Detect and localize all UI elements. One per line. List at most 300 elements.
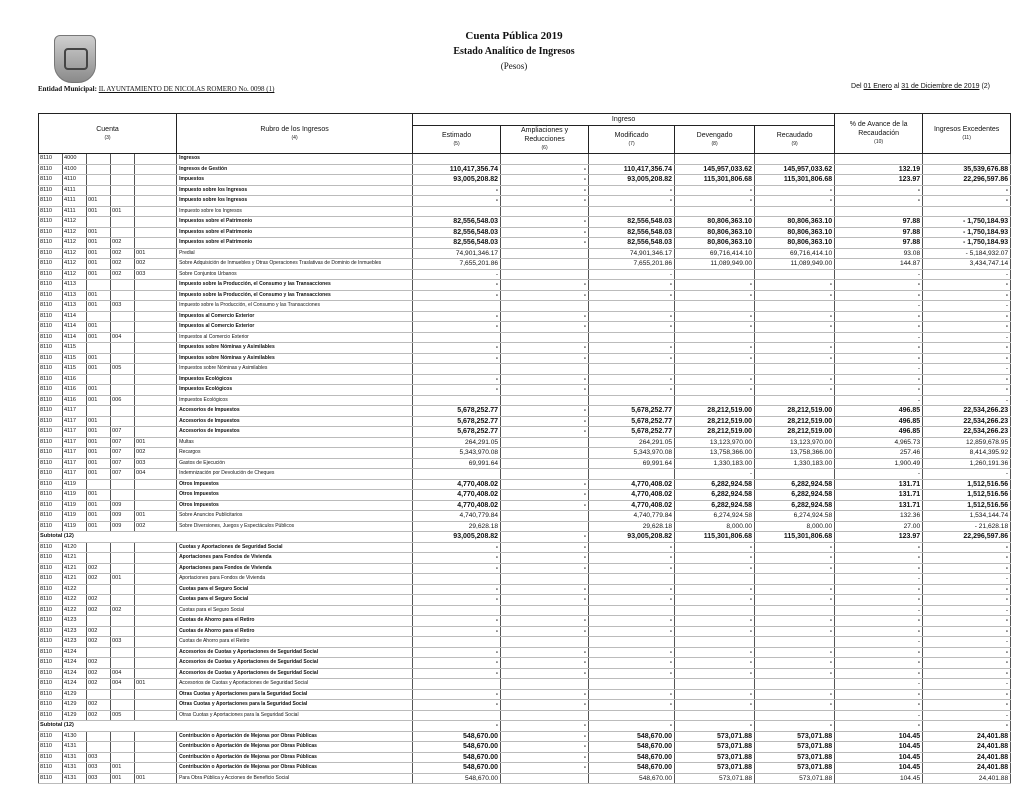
avance-cell: 104.45 — [835, 773, 923, 784]
recaudado-cell — [755, 679, 835, 690]
estimado-cell: 93,005,208.82 — [413, 532, 501, 543]
cuenta-rubro: 4124 — [63, 668, 87, 679]
avance-cell: 27.00 — [835, 521, 923, 532]
modificado-cell: - — [589, 280, 675, 291]
cuenta-genero: 8110 — [39, 553, 63, 564]
cuenta-tipo: 002 — [87, 658, 111, 669]
cuenta-concepto — [135, 752, 177, 763]
avance-cell: - — [835, 343, 923, 354]
rubro-desc: Impuesto sobre los Ingresos — [177, 185, 413, 196]
cuenta-clase: 007 — [111, 437, 135, 448]
excedentes-cell: - — [923, 364, 1011, 375]
ampliaciones-cell — [501, 710, 589, 721]
modificado-cell: 93,005,208.82 — [589, 532, 675, 543]
cuenta-concepto — [135, 763, 177, 774]
cuenta-genero: 8110 — [39, 773, 63, 784]
excedentes-cell: 24,401.88 — [923, 763, 1011, 774]
cuenta-concepto — [135, 280, 177, 291]
avance-cell: 496.85 — [835, 427, 923, 438]
entity-value: IL AYUNTAMIENTO DE NICOLAS ROMERO No. 0098 (1) — [98, 85, 275, 93]
recaudado-cell: - — [755, 542, 835, 553]
cuenta-clase — [111, 175, 135, 186]
ampliaciones-cell — [501, 679, 589, 690]
table-row — [39, 763, 1011, 774]
excedentes-cell: - — [923, 637, 1011, 648]
avance-cell: - — [835, 311, 923, 322]
avance-cell: - — [835, 658, 923, 669]
excedentes-cell: - — [923, 196, 1011, 207]
estimado-cell: 74,901,346.17 — [413, 248, 501, 259]
excedentes-cell: - — [923, 721, 1011, 732]
avance-cell: - — [835, 668, 923, 679]
modificado-cell: - — [589, 322, 675, 333]
cuenta-genero: 8110 — [39, 301, 63, 312]
devengado-cell: - — [675, 385, 755, 396]
devengado-cell: - — [675, 721, 755, 732]
cuenta-clase: 007 — [111, 448, 135, 459]
cuenta-tipo: 002 — [87, 626, 111, 637]
cuenta-rubro: 4112 — [63, 269, 87, 280]
excedentes-cell: 22,296,597.86 — [923, 532, 1011, 543]
estimado-cell: - — [413, 280, 501, 291]
cuenta-clase — [111, 700, 135, 711]
cuenta-concepto: 001 — [135, 248, 177, 259]
devengado-cell — [675, 301, 755, 312]
report-page — [38, 25, 1009, 784]
cuenta-tipo: 002 — [87, 605, 111, 616]
cuenta-tipo: 002 — [87, 574, 111, 585]
modificado-cell: - — [589, 668, 675, 679]
estimado-cell: - — [413, 290, 501, 301]
excedentes-cell: 8,414,395.92 — [923, 448, 1011, 459]
cuenta-rubro: 4131 — [63, 773, 87, 784]
recaudado-cell: - — [755, 626, 835, 637]
cuenta-genero: 8110 — [39, 731, 63, 742]
cuenta-genero: 8110 — [39, 332, 63, 343]
avance-cell: - — [835, 605, 923, 616]
cuenta-tipo — [87, 742, 111, 753]
cuenta-genero: 8110 — [39, 385, 63, 396]
modificado-cell: - — [589, 584, 675, 595]
table-row — [39, 353, 1011, 364]
excedentes-cell: 24,401.88 — [923, 752, 1011, 763]
avance-cell: 104.45 — [835, 752, 923, 763]
cuenta-clase — [111, 406, 135, 417]
modificado-cell: 69,991.64 — [589, 458, 675, 469]
avance-cell: 1,900.49 — [835, 458, 923, 469]
cuenta-genero: 8110 — [39, 353, 63, 364]
devengado-cell: 115,301,806.68 — [675, 175, 755, 186]
recaudado-cell — [755, 710, 835, 721]
excedentes-cell: 1,512,516.56 — [923, 479, 1011, 490]
devengado-cell — [675, 637, 755, 648]
recaudado-cell — [755, 154, 835, 165]
devengado-cell: - — [675, 616, 755, 627]
ampliaciones-cell: - — [501, 164, 589, 175]
cuenta-concepto — [135, 196, 177, 207]
modificado-cell: 548,670.00 — [589, 752, 675, 763]
rubro-desc: Multas — [177, 437, 413, 448]
ampliaciones-cell — [501, 364, 589, 375]
cuenta-clase — [111, 385, 135, 396]
cuenta-rubro: 4131 — [63, 752, 87, 763]
modificado-cell: - — [589, 626, 675, 637]
cuenta-genero: 8110 — [39, 364, 63, 375]
cuenta-rubro: 4129 — [63, 710, 87, 721]
avance-cell: - — [835, 689, 923, 700]
rubro-desc: Contribución o Aportación de Mejoras por Obras Públicas — [177, 742, 413, 753]
cuenta-concepto: 004 — [135, 469, 177, 480]
estimado-cell: - — [413, 353, 501, 364]
cuenta-rubro: 4119 — [63, 521, 87, 532]
cuenta-concepto — [135, 605, 177, 616]
rubro-desc: Contribución o Aportación de Mejoras por Obras Públicas — [177, 731, 413, 742]
cuenta-concepto — [135, 374, 177, 385]
rubro-desc: Para Obra Pública y Acciones de Beneficio Social — [177, 773, 413, 784]
cuenta-genero: 8110 — [39, 196, 63, 207]
avance-cell: - — [835, 364, 923, 375]
avance-cell: - — [835, 280, 923, 291]
cuenta-genero: 8110 — [39, 595, 63, 606]
cuenta-genero: 8110 — [39, 511, 63, 522]
rubro-desc: Accesorios de Impuestos — [177, 427, 413, 438]
cuenta-genero: 8110 — [39, 500, 63, 511]
ampliaciones-cell: - — [501, 742, 589, 753]
devengado-cell: 573,071.88 — [675, 773, 755, 784]
avance-cell: - — [835, 395, 923, 406]
excedentes-cell: - 1,750,184.93 — [923, 227, 1011, 238]
devengado-cell — [675, 574, 755, 585]
avance-cell: 144.87 — [835, 259, 923, 270]
recaudado-cell: - — [755, 595, 835, 606]
cuenta-tipo — [87, 185, 111, 196]
estimado-cell: - — [413, 595, 501, 606]
devengado-cell — [675, 605, 755, 616]
cuenta-clase — [111, 553, 135, 564]
cuenta-concepto — [135, 647, 177, 658]
excedentes-cell: - — [923, 301, 1011, 312]
modificado-cell — [589, 605, 675, 616]
table-row — [39, 406, 1011, 417]
cuenta-tipo: 001 — [87, 301, 111, 312]
ampliaciones-cell — [501, 269, 589, 280]
rubro-desc: Cuotas para el Seguro Social — [177, 595, 413, 606]
cuenta-rubro: 4131 — [63, 742, 87, 753]
avance-cell: 131.71 — [835, 500, 923, 511]
cuenta-genero: 8110 — [39, 175, 63, 186]
excedentes-cell: - — [923, 280, 1011, 291]
cuenta-tipo: 003 — [87, 763, 111, 774]
cuenta-concepto — [135, 542, 177, 553]
table-row — [39, 196, 1011, 207]
cuenta-concepto — [135, 185, 177, 196]
modificado-cell: 110,417,356.74 — [589, 164, 675, 175]
modificado-cell: 4,740,779.84 — [589, 511, 675, 522]
rubro-desc: Contribución o Aportación de Mejoras por Obras Públicas — [177, 763, 413, 774]
modificado-cell: 4,770,408.02 — [589, 479, 675, 490]
table-row — [39, 437, 1011, 448]
ampliaciones-cell: - — [501, 238, 589, 249]
modificado-cell — [589, 332, 675, 343]
rubro-desc: Sobre Anuncios Publicitarios — [177, 511, 413, 522]
devengado-cell — [675, 269, 755, 280]
devengado-cell: 28,212,519.00 — [675, 427, 755, 438]
col-modificado: Modificado (7) — [589, 126, 675, 154]
modificado-cell: 82,556,548.03 — [589, 227, 675, 238]
cuenta-clase — [111, 742, 135, 753]
entity-line — [38, 85, 274, 93]
excedentes-cell: - — [923, 290, 1011, 301]
cuenta-rubro: 4123 — [63, 626, 87, 637]
excedentes-cell: 22,534,266.23 — [923, 406, 1011, 417]
recaudado-cell — [755, 206, 835, 217]
rubro-desc: Ingresos de Gestión — [177, 164, 413, 175]
subtotal-row — [39, 721, 1011, 732]
cuenta-tipo: 001 — [87, 248, 111, 259]
cuenta-genero: 8110 — [39, 395, 63, 406]
cuenta-concepto: 003 — [135, 458, 177, 469]
rubro-desc: Impuestos sobre Nóminas y Asimilables — [177, 364, 413, 375]
avance-cell: 104.45 — [835, 763, 923, 774]
excedentes-cell — [923, 206, 1011, 217]
recaudado-cell — [755, 469, 835, 480]
cuenta-rubro: 4114 — [63, 332, 87, 343]
recaudado-cell: - — [755, 343, 835, 354]
avance-cell: 131.71 — [835, 490, 923, 501]
cuenta-rubro: 4117 — [63, 406, 87, 417]
cuenta-concepto — [135, 500, 177, 511]
col-estimado: Estimado (5) — [413, 126, 501, 154]
cuenta-genero: 8110 — [39, 290, 63, 301]
excedentes-cell: - — [923, 574, 1011, 585]
excedentes-cell: - — [923, 332, 1011, 343]
excedentes-cell: - 21,628.18 — [923, 521, 1011, 532]
cuenta-tipo: 002 — [87, 668, 111, 679]
devengado-cell: 13,758,366.00 — [675, 448, 755, 459]
modificado-cell: 29,628.18 — [589, 521, 675, 532]
ampliaciones-cell: - — [501, 668, 589, 679]
cuenta-concepto: 002 — [135, 521, 177, 532]
avance-cell: 97.88 — [835, 227, 923, 238]
cuenta-genero: 8110 — [39, 605, 63, 616]
table-row — [39, 164, 1011, 175]
estimado-cell: 548,670.00 — [413, 731, 501, 742]
excedentes-cell: - — [923, 374, 1011, 385]
cuenta-rubro: 4119 — [63, 500, 87, 511]
cuenta-clase: 005 — [111, 710, 135, 721]
cuenta-tipo — [87, 175, 111, 186]
estimado-cell: 5,678,252.77 — [413, 416, 501, 427]
cuenta-genero: 8110 — [39, 742, 63, 753]
cuenta-genero: 8110 — [39, 406, 63, 417]
recaudado-cell — [755, 301, 835, 312]
cuenta-tipo — [87, 343, 111, 354]
recaudado-cell: - — [755, 658, 835, 669]
devengado-cell: 6,282,924.58 — [675, 479, 755, 490]
avance-cell: - — [835, 721, 923, 732]
rubro-desc: Impuesto sobre los Ingresos — [177, 196, 413, 207]
table-row — [39, 511, 1011, 522]
period-prefix: Del — [851, 83, 862, 90]
rubro-desc: Sobre Conjuntos Urbanos — [177, 269, 413, 280]
modificado-cell: - — [589, 595, 675, 606]
cuenta-clase: 002 — [111, 259, 135, 270]
cuenta-concepto — [135, 353, 177, 364]
ampliaciones-cell — [501, 511, 589, 522]
cuenta-tipo — [87, 154, 111, 165]
excedentes-cell: 1,260,191.36 — [923, 458, 1011, 469]
table-row — [39, 248, 1011, 259]
rubro-desc: Ingresos — [177, 154, 413, 165]
recaudado-cell: - — [755, 647, 835, 658]
excedentes-cell: 3,434,747.14 — [923, 259, 1011, 270]
rubro-desc: Otros Impuestos — [177, 490, 413, 501]
modificado-cell — [589, 679, 675, 690]
report-units: (Pesos) — [500, 61, 528, 71]
devengado-cell: - — [675, 626, 755, 637]
modificado-cell: - — [589, 311, 675, 322]
modificado-cell: 548,670.00 — [589, 731, 675, 742]
cuenta-clase — [111, 563, 135, 574]
ampliaciones-cell: - — [501, 616, 589, 627]
cuenta-rubro: 4124 — [63, 658, 87, 669]
ampliaciones-cell: - — [501, 752, 589, 763]
cuenta-genero: 8110 — [39, 574, 63, 585]
cuenta-rubro: 4100 — [63, 164, 87, 175]
cuenta-clase — [111, 616, 135, 627]
cuenta-tipo: 001 — [87, 269, 111, 280]
devengado-cell: 13,123,970.00 — [675, 437, 755, 448]
recaudado-cell: 115,301,806.68 — [755, 175, 835, 186]
avance-cell: 131.71 — [835, 479, 923, 490]
recaudado-cell — [755, 395, 835, 406]
cuenta-genero: 8110 — [39, 752, 63, 763]
modificado-cell — [589, 395, 675, 406]
recaudado-cell: 1,330,183.00 — [755, 458, 835, 469]
modificado-cell — [589, 364, 675, 375]
cuenta-rubro: 4129 — [63, 689, 87, 700]
estimado-cell: - — [413, 553, 501, 564]
cuenta-clase — [111, 311, 135, 322]
avance-cell: - — [835, 626, 923, 637]
table-row — [39, 616, 1011, 627]
devengado-cell: - — [675, 322, 755, 333]
devengado-cell: - — [675, 469, 755, 480]
devengado-cell: - — [675, 563, 755, 574]
devengado-cell: 145,957,033.62 — [675, 164, 755, 175]
recaudado-cell: - — [755, 311, 835, 322]
cuenta-genero: 8110 — [39, 658, 63, 669]
rubro-desc: Impuestos Ecológicos — [177, 395, 413, 406]
rubro-desc: Accesorios de Cuotas y Aportaciones de Seguridad Social — [177, 647, 413, 658]
col-rubro: Rubro de los Ingresos (4) — [177, 114, 413, 154]
cuenta-concepto — [135, 584, 177, 595]
devengado-cell: 11,089,949.00 — [675, 259, 755, 270]
income-table — [38, 113, 1011, 784]
cuenta-concepto — [135, 553, 177, 564]
rubro-desc: Predial — [177, 248, 413, 259]
modificado-cell: 548,670.00 — [589, 773, 675, 784]
cuenta-clase — [111, 542, 135, 553]
estimado-cell: - — [413, 647, 501, 658]
cuenta-tipo: 003 — [87, 773, 111, 784]
cuenta-rubro: 4110 — [63, 175, 87, 186]
ampliaciones-cell: - — [501, 542, 589, 553]
cuenta-rubro: 4117 — [63, 458, 87, 469]
excedentes-cell: - — [923, 353, 1011, 364]
ampliaciones-cell — [501, 521, 589, 532]
estimado-cell — [413, 364, 501, 375]
devengado-cell — [675, 679, 755, 690]
modificado-cell — [589, 154, 675, 165]
cuenta-genero: 8110 — [39, 280, 63, 291]
cuenta-tipo — [87, 731, 111, 742]
recaudado-cell: 69,716,414.10 — [755, 248, 835, 259]
cuenta-concepto — [135, 395, 177, 406]
table-row — [39, 311, 1011, 322]
devengado-cell: - — [675, 353, 755, 364]
cuenta-concepto: 002 — [135, 259, 177, 270]
cuenta-tipo: 001 — [87, 511, 111, 522]
recaudado-cell: - — [755, 668, 835, 679]
excedentes-cell: 1,512,516.56 — [923, 500, 1011, 511]
recaudado-cell: 573,071.88 — [755, 742, 835, 753]
ampliaciones-cell — [501, 395, 589, 406]
rubro-desc: Impuestos Ecológicos — [177, 385, 413, 396]
table-row — [39, 700, 1011, 711]
cuenta-tipo — [87, 616, 111, 627]
cuenta-rubro: 4114 — [63, 311, 87, 322]
cuenta-rubro: 4129 — [63, 700, 87, 711]
devengado-cell: 6,274,924.58 — [675, 511, 755, 522]
cuenta-genero: 8110 — [39, 416, 63, 427]
cuenta-clase: 007 — [111, 458, 135, 469]
devengado-cell: 69,716,414.10 — [675, 248, 755, 259]
cuenta-rubro: 4111 — [63, 206, 87, 217]
cuenta-genero: 8110 — [39, 763, 63, 774]
avance-cell: - — [835, 269, 923, 280]
cuenta-tipo — [87, 311, 111, 322]
cuenta-tipo — [87, 479, 111, 490]
report-subtitle: Estado Analítico de Ingresos — [453, 46, 575, 57]
excedentes-cell: - 5,184,932.07 — [923, 248, 1011, 259]
cuenta-genero: 8110 — [39, 248, 63, 259]
table-row — [39, 742, 1011, 753]
devengado-cell: 80,806,363.10 — [675, 217, 755, 228]
cuenta-tipo: 001 — [87, 458, 111, 469]
cuenta-genero: 8110 — [39, 217, 63, 228]
devengado-cell: - — [675, 584, 755, 595]
excedentes-cell: - — [923, 605, 1011, 616]
col-devengado: Devengado (8) — [675, 126, 755, 154]
cuenta-clase — [111, 689, 135, 700]
table-row — [39, 427, 1011, 438]
estimado-cell: - — [413, 196, 501, 207]
rubro-desc: Otras Cuotas y Aportaciones para la Seguridad Social — [177, 689, 413, 700]
estimado-cell: - — [413, 385, 501, 396]
rubro-desc: Recargos — [177, 448, 413, 459]
modificado-cell: - — [589, 553, 675, 564]
cuenta-tipo: 002 — [87, 700, 111, 711]
devengado-cell — [675, 395, 755, 406]
ampliaciones-cell — [501, 605, 589, 616]
devengado-cell: - — [675, 343, 755, 354]
cuenta-genero: 8110 — [39, 185, 63, 196]
cuenta-tipo: 001 — [87, 469, 111, 480]
estimado-cell: 548,670.00 — [413, 763, 501, 774]
recaudado-cell: 6,274,924.58 — [755, 511, 835, 522]
cuenta-concepto — [135, 154, 177, 165]
